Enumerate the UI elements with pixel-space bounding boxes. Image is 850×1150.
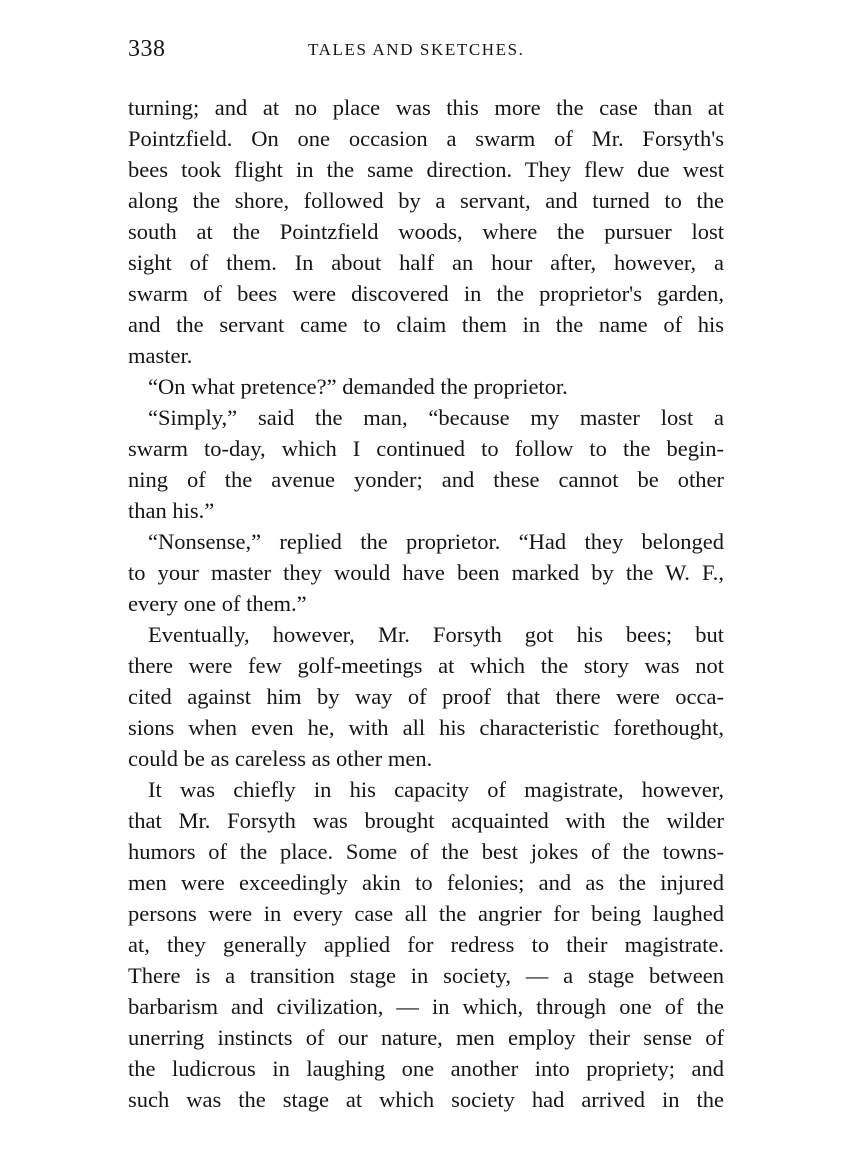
- text-line: humors of the place. Some of the best jokes of the towns-: [128, 839, 724, 864]
- text-line: and the servant came to claim them in the name of his: [128, 312, 724, 337]
- text-line: every one of them.”: [128, 591, 307, 616]
- page-number: 338: [128, 36, 166, 62]
- text-line: Eventually, however, Mr. Forsyth got his bees; but: [148, 622, 724, 647]
- text-line: barbarism and civilization, — in which, through one of the: [128, 994, 724, 1019]
- text-line: than his.”: [128, 498, 215, 523]
- text-line: could be as careless as other men.: [128, 746, 433, 771]
- text-line: men were exceedingly akin to felonies; and as the injured: [128, 870, 724, 895]
- text-line: at, they generally applied for redress to their magistrate.: [128, 932, 724, 957]
- text-line: “Nonsense,” replied the proprietor. “Had they belonged: [148, 529, 724, 554]
- text-line: bees took flight in the same direction. They flew due west: [128, 157, 724, 182]
- text-line: to your master they would have been marked by the W. F.,: [128, 560, 724, 585]
- text-line: south at the Pointzfield woods, where the pursuer lost: [128, 219, 724, 244]
- text-line: swarm to-day, which I continued to follow to the begin-: [128, 436, 724, 461]
- running-header: [128, 36, 724, 68]
- running-title: TALES AND SKETCHES.: [308, 40, 525, 59]
- text-line: master.: [128, 343, 193, 368]
- text-line: sight of them. In about half an hour after, however, a: [128, 250, 724, 275]
- text-line: unerring instincts of our nature, men employ their sense of: [128, 1025, 724, 1050]
- text-line: sions when even he, with all his characteristic forethought,: [128, 715, 724, 740]
- text-line: persons were in every case all the angrier for being laughed: [128, 901, 724, 926]
- text-line: “On what pretence?” demanded the proprietor.: [148, 374, 568, 399]
- text-line: swarm of bees were discovered in the proprietor's garden,: [128, 281, 724, 306]
- text-line: that Mr. Forsyth was brought acquainted with the wilder: [128, 808, 724, 833]
- text-line: the ludicrous in laughing one another into propriety; and: [128, 1056, 724, 1081]
- text-line: “Simply,” said the man, “because my master lost a: [148, 405, 724, 430]
- text-line: there were few golf-meetings at which the story was not: [128, 653, 724, 678]
- text-line: ning of the avenue yonder; and these cannot be other: [128, 467, 724, 492]
- text-line: It was chiefly in his capacity of magistrate, however,: [148, 777, 724, 802]
- text-line: Pointzfield. On one occasion a swarm of Mr. Forsyth's: [128, 126, 724, 151]
- body-text: [128, 92, 724, 1115]
- text-line: cited against him by way of proof that there were occa-: [128, 684, 724, 709]
- text-line: along the shore, followed by a servant, and turned to the: [128, 188, 724, 213]
- text-line: turning; and at no place was this more the case than at: [128, 95, 724, 120]
- text-line: such was the stage at which society had arrived in the: [128, 1087, 724, 1112]
- text-line: There is a transition stage in society, — a stage between: [128, 963, 724, 988]
